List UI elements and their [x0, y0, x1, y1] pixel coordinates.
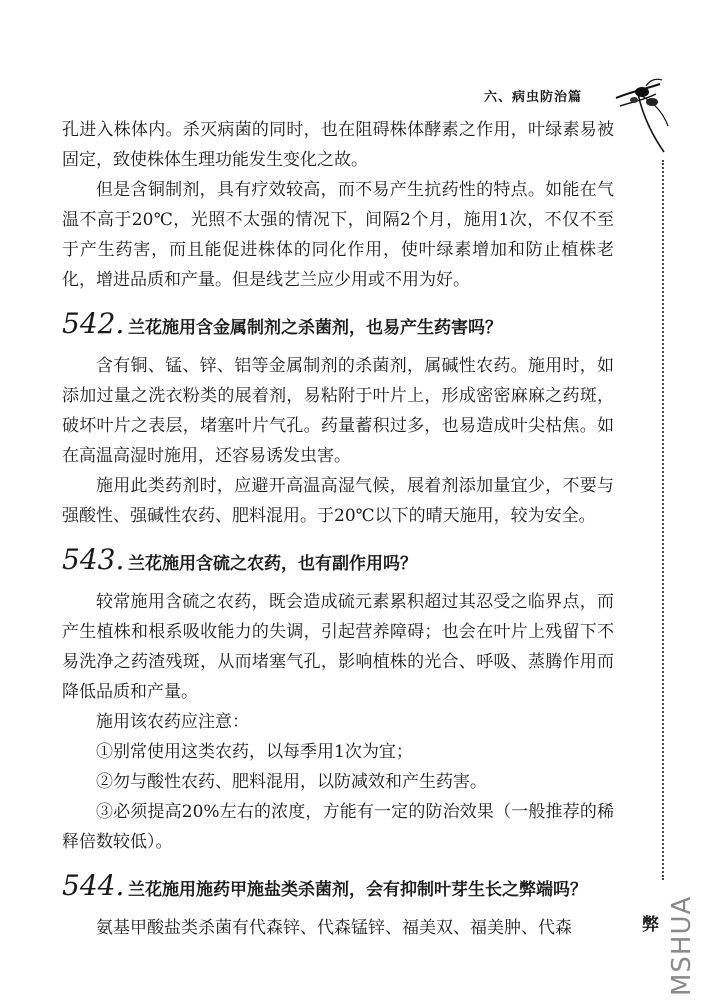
section-title: 六、病虫防治篇	[484, 90, 583, 105]
question-title: 兰花施用施药甲施盐类杀菌剂，会有抑制叶芽生长之弊端吗？	[128, 880, 587, 900]
paragraph: 但是含铜制剂，具有疗效较高，而不易产生抗药性的特点。如能在气温不高于20℃，光照不太强的情况下，间隔2个月，施用1次，不仅不至于产生药害，而且能促进株体的同化作用，使叶绿素增加和防止植株老化，增进品质和产量。但是线艺兰应少用或不用为好。	[62, 180, 614, 290]
paragraph: 施用该农药应注意：	[96, 712, 249, 732]
orchid-icon	[612, 72, 672, 154]
paragraph: ③必须提高20%左右的浓度，方能有一定的防治效果（一般推荐的稀释倍数较低）。	[62, 802, 614, 852]
paragraph: 孔进入株体内。杀灭病菌的同时，也在阻碍株体酵素之作用，叶绿素易被固定，致使株体生理功能发生变化之故。	[62, 120, 614, 170]
question-title: 兰花施用含硫之农药，也有副作用吗？	[128, 554, 417, 574]
paragraph: 施用此类药剂时，应避开高温高湿气候，展着剂添加量宜少，不要与强酸性、强碱性农药、肥料混用。于20℃以下的晴天施用，较为安全。	[62, 476, 614, 526]
margin-side-char: 弊	[642, 915, 659, 935]
question-heading	[62, 870, 614, 905]
paragraph: ①别常使用这类农药，以每季用1次为宜；	[96, 742, 413, 762]
question-number: 544.	[62, 869, 125, 902]
question-number: 542.	[62, 307, 125, 340]
margin-dotted-rule	[662, 160, 664, 880]
question-heading	[62, 544, 614, 579]
watermark: MSHUA	[667, 895, 697, 996]
question-title: 兰花施用含金属制剂之杀菌剂，也易产生药害吗？	[128, 318, 502, 338]
question-number: 543.	[62, 543, 125, 576]
paragraph: 较常施用含硫之农药，既会造成硫元素累积超过其忍受之临界点，而产生植株和根系吸收能力的失调，引起营养障碍；也会在叶片上残留下不易洗净之药渣残斑，从而堵塞气孔，影响植株的光合、呼吸、蒸腾作用而降低品质和产量。	[62, 592, 614, 702]
paragraph: 含有铜、锰、锌、铝等金属制剂的杀菌剂，属碱性农药。施用时，如添加过量之洗衣粉类的展着剂，易粘附于叶片上，形成密密麻麻之药斑，破坏叶片之表层，堵塞叶片气孔。药量蓄积过多，也易造成叶尖枯焦。如在高温高湿时施用，还容易诱发虫害。	[62, 356, 614, 466]
paragraph: ②勿与酸性农药、肥料混用，以防减效和产生药害。	[96, 772, 487, 792]
paragraph: 氨基甲酸盐类杀菌有代森锌、代森锰锌、福美双、福美肿、代森	[96, 918, 572, 938]
page-body	[62, 115, 614, 943]
question-heading	[62, 308, 614, 343]
